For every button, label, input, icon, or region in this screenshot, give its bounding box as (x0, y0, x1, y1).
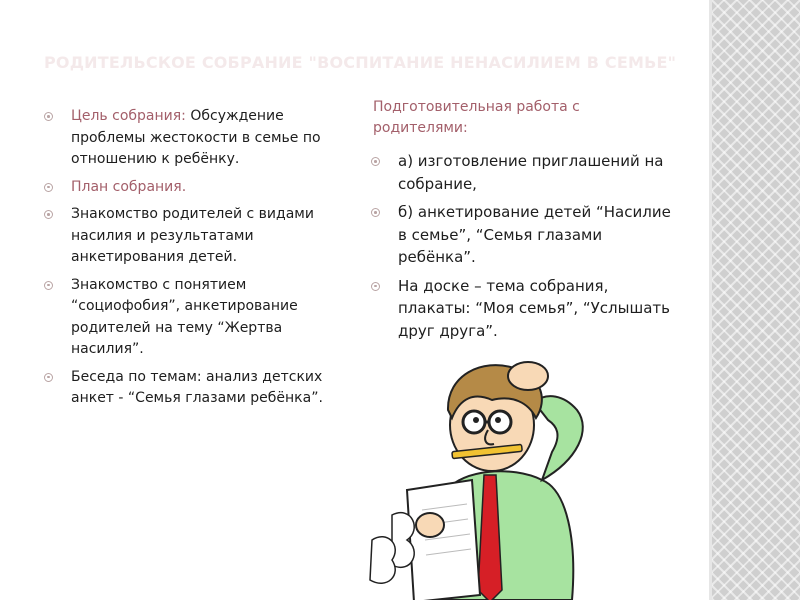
list-item (44, 106, 334, 171)
item-text: Знакомство родителей с видами насилия и результатами анкетирования детей. (71, 206, 314, 265)
left-bullet-list (44, 106, 334, 416)
item-lead: План собрания. (71, 178, 187, 195)
circle-bullet-icon (44, 210, 53, 219)
slide-title: РОДИТЕЛЬСКОЕ СОБРАНИЕ "ВОСПИТАНИЕ НЕНАСИЛИЕМ В СЕМЬЕ" (44, 53, 677, 72)
circle-bullet-icon (44, 281, 53, 290)
circle-bullet-icon (371, 282, 380, 291)
circle-bullet-icon (44, 373, 53, 382)
thinking-man-with-papers-illustration (352, 340, 602, 600)
item-text: На доске – тема собрания, плакаты: “Моя семья”, “Услышать друг друга”. (398, 276, 670, 340)
item-text: б) анкетирование детей “Насилие в семье”, “Семья глазами ребёнка”. (398, 203, 671, 266)
item-text: Беседа по темам: анализ детских анкет - “Семья глазами ребёнка”. (71, 368, 323, 406)
list-item (371, 275, 681, 343)
list-item (44, 275, 334, 361)
list-item (371, 201, 681, 269)
item-text: а) изготовление приглашений на собрание, (398, 152, 664, 193)
right-bullet-list (371, 150, 681, 348)
circle-bullet-icon (371, 157, 380, 166)
item-lead: Цель собрания: (71, 108, 186, 124)
right-heading: Подготовительная работа с родителями: (373, 99, 580, 136)
circle-bullet-icon (44, 112, 53, 121)
list-item (44, 367, 334, 410)
list-item (44, 204, 334, 269)
list-item (371, 150, 681, 195)
decorative-side-panel (712, 0, 800, 600)
item-text: Знакомство с понятием “социофобия”, анкетирование родителей на тему “Жертва насилия”. (71, 276, 298, 357)
circle-bullet-icon (44, 183, 53, 192)
list-item (44, 177, 334, 199)
item-text: Обсуждение проблемы жестокости в семье по отношению к ребёнку. (71, 108, 321, 167)
circle-bullet-icon (371, 208, 380, 217)
